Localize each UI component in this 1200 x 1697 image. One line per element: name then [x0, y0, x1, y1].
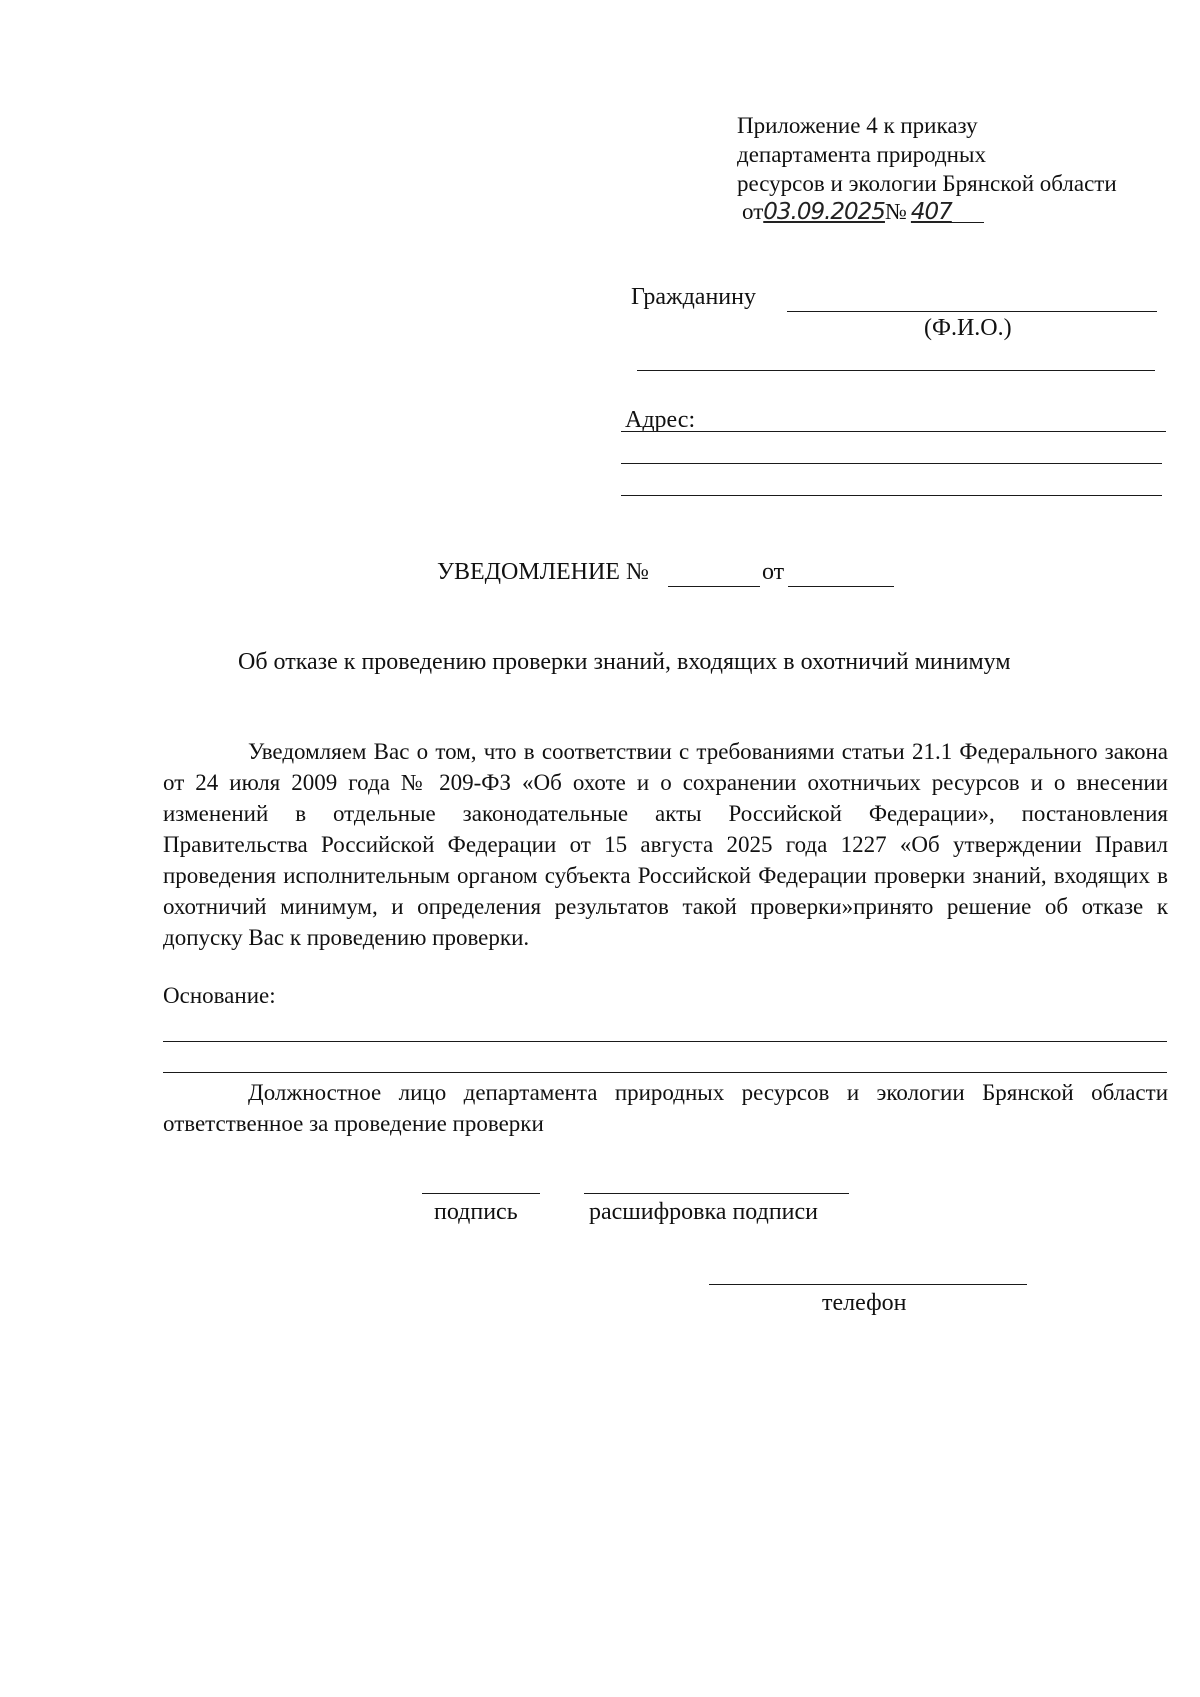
appendix-line-1: Приложение 4 к приказу	[737, 113, 978, 138]
address-label: Адрес:	[625, 407, 696, 433]
address-line-2	[621, 463, 1162, 464]
order-number-handwritten: 407	[910, 199, 952, 225]
recipient-label: Гражданину	[631, 284, 756, 310]
phone-line	[709, 1284, 1027, 1285]
order-prefix: от	[742, 199, 764, 224]
phone-caption: телефон	[822, 1290, 907, 1316]
address-line-3	[621, 495, 1162, 496]
signature-caption: подпись	[434, 1199, 518, 1225]
recipient-name-line	[787, 311, 1157, 312]
order-date-handwritten: 03.09.2025	[763, 199, 885, 225]
notice-title-prefix: УВЕДОМЛЕНИЕ №	[437, 559, 649, 585]
official-text: Должностное лицо департамента природных ресурсов и экологии Брянской области ответственное за проведение проверки	[163, 1080, 1168, 1136]
order-number-label: №	[884, 199, 907, 224]
notice-number-line	[668, 586, 760, 587]
appendix-line-2: департамента природных	[737, 142, 986, 167]
basis-line-2	[163, 1072, 1167, 1073]
signature-line	[422, 1193, 540, 1194]
address-line-1	[621, 431, 1166, 432]
notice-subject: Об отказе к проведению проверки знаний, входящих в охотничий минимум	[238, 649, 1011, 675]
recipient-name-line-2	[637, 370, 1155, 371]
fio-caption: (Ф.И.О.)	[924, 315, 1012, 341]
order-number-tail-line	[950, 222, 984, 223]
appendix-line-3: ресурсов и экологии Брянской области	[737, 171, 1117, 196]
notice-body: Уведомляем Вас о том, что в соответствии с требованиями статьи 21.1 Федерального закона от 24 июля 2009 года № 209-ФЗ «Об охоте и о сохранении охотничьих ресурсов и о внесении изменений в отдельные законодательные акты Российской Федерации», постановления Правительства Российской Федерации от 15 августа 2025 года 1227 «Об утверждении Правил проведения исполнительным органом субъекта Российской Федерации проверки знаний, входящих в охотничий минимум, и определения результатов такой проверки»принято решение об отказе к допуску Вас к проведению проверки.	[163, 739, 1168, 950]
basis-label: Основание:	[163, 983, 276, 1008]
notice-title-from: от	[762, 559, 785, 585]
notice-date-line	[788, 586, 894, 587]
decoding-line	[584, 1193, 849, 1194]
decoding-caption: расшифровка подписи	[589, 1199, 819, 1225]
order-reference	[742, 198, 952, 226]
basis-line-1	[163, 1041, 1167, 1042]
